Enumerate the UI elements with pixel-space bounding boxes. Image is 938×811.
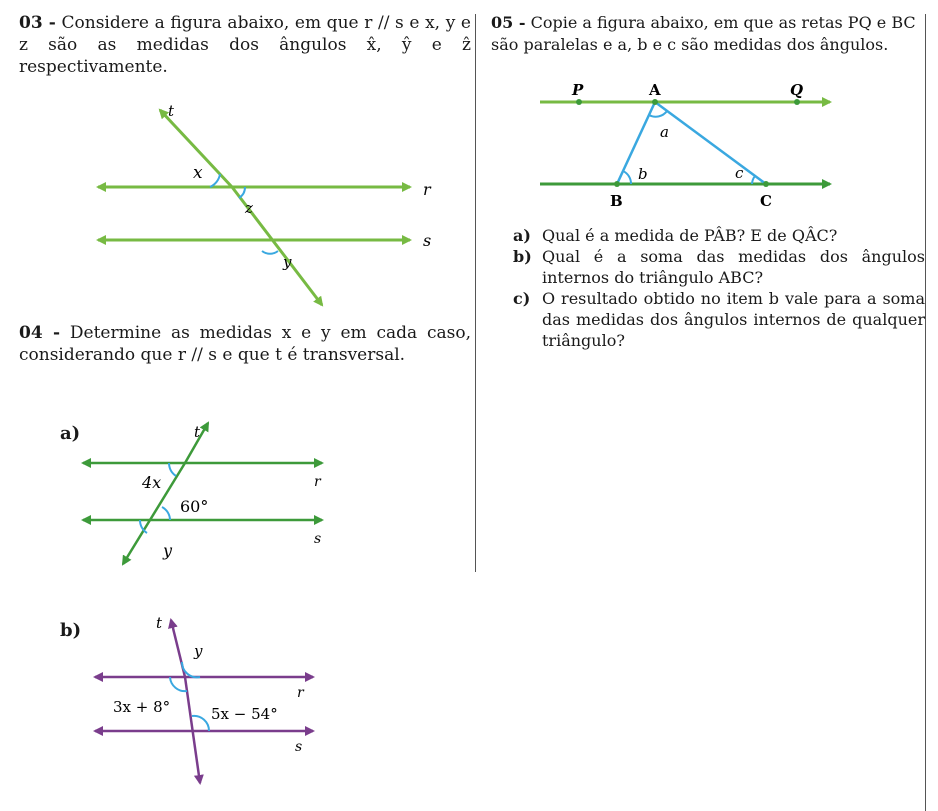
fig04a-label-y: y [163, 541, 173, 560]
fig03-label-x: x [193, 163, 203, 183]
fig05-label-P: P [572, 81, 584, 99]
question-05-item-a: a) Qual é a medida de PÂB? E de QÂC? [513, 226, 838, 245]
question-04-number: 04 - [19, 323, 61, 343]
fig04a-label-s: s [314, 531, 322, 547]
figure-04b [95, 614, 313, 783]
question-05-item-b: b) Qual é a soma das medidas dos ângulos internos do triângulo ABC? [513, 247, 925, 287]
fig05-label-A: A [649, 81, 661, 99]
fig05-label-b: b [638, 165, 648, 183]
fig04b-label-y: y [194, 642, 203, 660]
fig05-label-B: B [610, 192, 623, 210]
fig05-label-C: C [760, 192, 772, 210]
question-05-item-c: c) O resultado obtido no item b vale para a soma das medidas dos ângulos internos de qualquer triângulo? [513, 289, 925, 350]
question-03-text: Considere a figura abaixo, em que r // s e x, y e z são as medidas dos ângulos x̂, ŷ e ẑ respectivamente. [19, 13, 471, 77]
question-04-text: Determine as medidas x e y em cada caso, considerando que r // s e que t é transversal. [19, 323, 471, 365]
question-04-item-a-label: a) [60, 423, 81, 444]
fig03-label-r: r [423, 180, 431, 199]
fig03-label-t: t [168, 102, 175, 120]
fig04a-label-4x: 4x [142, 473, 162, 492]
fig04b-label-s: s [295, 739, 303, 755]
fig04b-label-r: r [297, 685, 304, 701]
fig03-label-y: y [283, 253, 292, 271]
figure-04a [83, 423, 322, 564]
fig03-label-s: s [423, 231, 432, 250]
fig05-label-c: c [735, 164, 744, 182]
fig03-label-z: z [245, 199, 253, 217]
fig04b-label-5x-minus-54: 5x − 54° [211, 705, 278, 723]
fig05-label-Q: Q [790, 81, 804, 99]
figure-05 [540, 81, 830, 210]
fig04b-label-t: t [156, 614, 163, 632]
question-05-number: 05 - [491, 13, 526, 32]
question-05-text: Copie a figura abaixo, em que as retas PQ e BC são paralelas e a, b e c são medidas dos ângulos. [491, 13, 916, 54]
fig04a-label-60: 60° [180, 497, 209, 516]
question-03-number: 03 - [19, 13, 56, 33]
fig04a-label-r: r [314, 474, 321, 490]
fig04b-label-3x-plus-8: 3x + 8° [113, 698, 171, 716]
fig04a-label-t: t [194, 423, 201, 441]
fig05-label-a: a [660, 123, 669, 141]
question-04-item-b-label: b) [60, 620, 82, 641]
figure-03 [98, 102, 432, 305]
